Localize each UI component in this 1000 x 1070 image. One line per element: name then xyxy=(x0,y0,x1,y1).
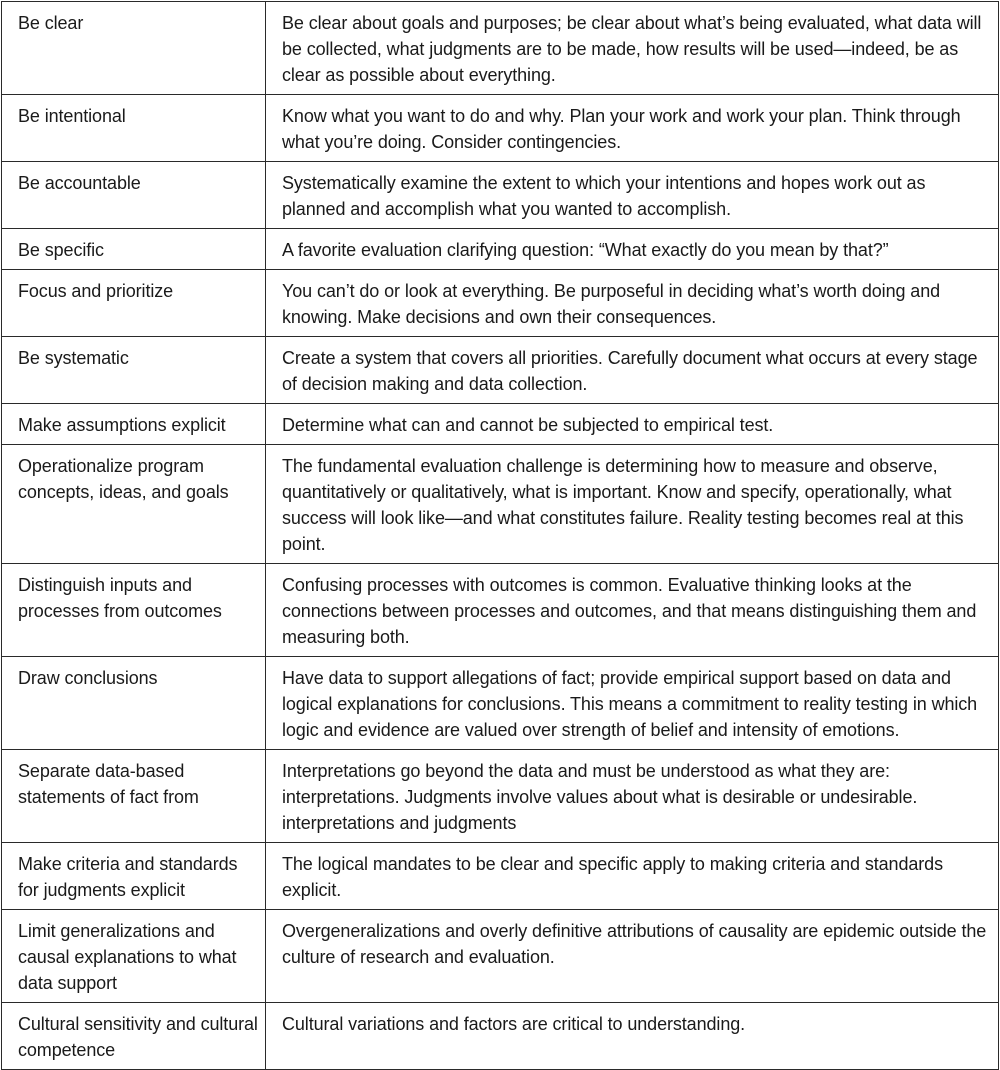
description-cell: The logical mandates to be clear and specific apply to making criteria and standards explicit. xyxy=(266,843,999,910)
description-cell: Confusing processes with outcomes is common. Evaluative thinking looks at the connections between processes and outcomes, and that means distinguishing them and measuring both. xyxy=(266,564,999,657)
table-row xyxy=(2,2,999,95)
table-row xyxy=(2,229,999,270)
description-cell: Determine what can and cannot be subjected to empirical test. xyxy=(266,404,999,445)
principle-cell: Be intentional xyxy=(2,95,266,162)
principle-cell: Be clear xyxy=(2,2,266,95)
description-cell: Know what you want to do and why. Plan your work and work your plan. Think through what you’re doing. Consider contingencies. xyxy=(266,95,999,162)
description-cell: You can’t do or look at everything. Be purposeful in deciding what’s worth doing and knowing. Make decisions and own their consequences. xyxy=(266,270,999,337)
table-row xyxy=(2,1003,999,1070)
evaluative-thinking-table xyxy=(1,1,999,1070)
principle-cell: Focus and prioritize xyxy=(2,270,266,337)
description-cell: Create a system that covers all priorities. Carefully document what occurs at every stage of decision making and data collection. xyxy=(266,337,999,404)
table-row xyxy=(2,657,999,750)
table-row xyxy=(2,910,999,1003)
principle-cell: Operationalize program concepts, ideas, and goals xyxy=(2,445,266,564)
description-cell: Be clear about goals and purposes; be clear about what’s being evaluated, what data will be collected, what judgments are to be made, how results will be used—indeed, be as clear as possible about everything. xyxy=(266,2,999,95)
principle-cell: Cultural sensitivity and cultural competence xyxy=(2,1003,266,1070)
principle-cell: Make assumptions explicit xyxy=(2,404,266,445)
principle-cell: Make criteria and standards for judgments explicit xyxy=(2,843,266,910)
principle-cell: Be specific xyxy=(2,229,266,270)
description-cell: Systematically examine the extent to which your intentions and hopes work out as planned and accomplish what you wanted to accomplish. xyxy=(266,162,999,229)
description-cell: Overgeneralizations and overly definitive attributions of causality are epidemic outside the culture of research and evaluation. xyxy=(266,910,999,1003)
table-row xyxy=(2,337,999,404)
table-row xyxy=(2,162,999,229)
table-row xyxy=(2,843,999,910)
table-row xyxy=(2,270,999,337)
table-row xyxy=(2,750,999,843)
description-cell: The fundamental evaluation challenge is determining how to measure and observe, quantitatively or qualitatively, what is important. Know and specify, operationally, what success will look like—and what constitutes failure. Reality testing becomes real at this point. xyxy=(266,445,999,564)
table-row xyxy=(2,564,999,657)
principle-cell: Draw conclusions xyxy=(2,657,266,750)
description-cell: A favorite evaluation clarifying question: “What exactly do you mean by that?” xyxy=(266,229,999,270)
principle-cell: Separate data-based statements of fact from xyxy=(2,750,266,843)
principle-cell: Be systematic xyxy=(2,337,266,404)
description-cell: Have data to support allegations of fact; provide empirical support based on data and logical explanations for conclusions. This means a commitment to reality testing in which logic and evidence are valued over strength of belief and intensity of emotions. xyxy=(266,657,999,750)
description-cell: Cultural variations and factors are critical to understanding. xyxy=(266,1003,999,1070)
table-row xyxy=(2,95,999,162)
principle-cell: Be accountable xyxy=(2,162,266,229)
principle-cell: Distinguish inputs and processes from outcomes xyxy=(2,564,266,657)
description-cell: Interpretations go beyond the data and must be understood as what they are: interpretations. Judgments involve values about what is desirable or undesirable. interpretations and judgments xyxy=(266,750,999,843)
principle-cell: Limit generalizations and causal explanations to what data support xyxy=(2,910,266,1003)
table-row xyxy=(2,445,999,564)
table-row xyxy=(2,404,999,445)
